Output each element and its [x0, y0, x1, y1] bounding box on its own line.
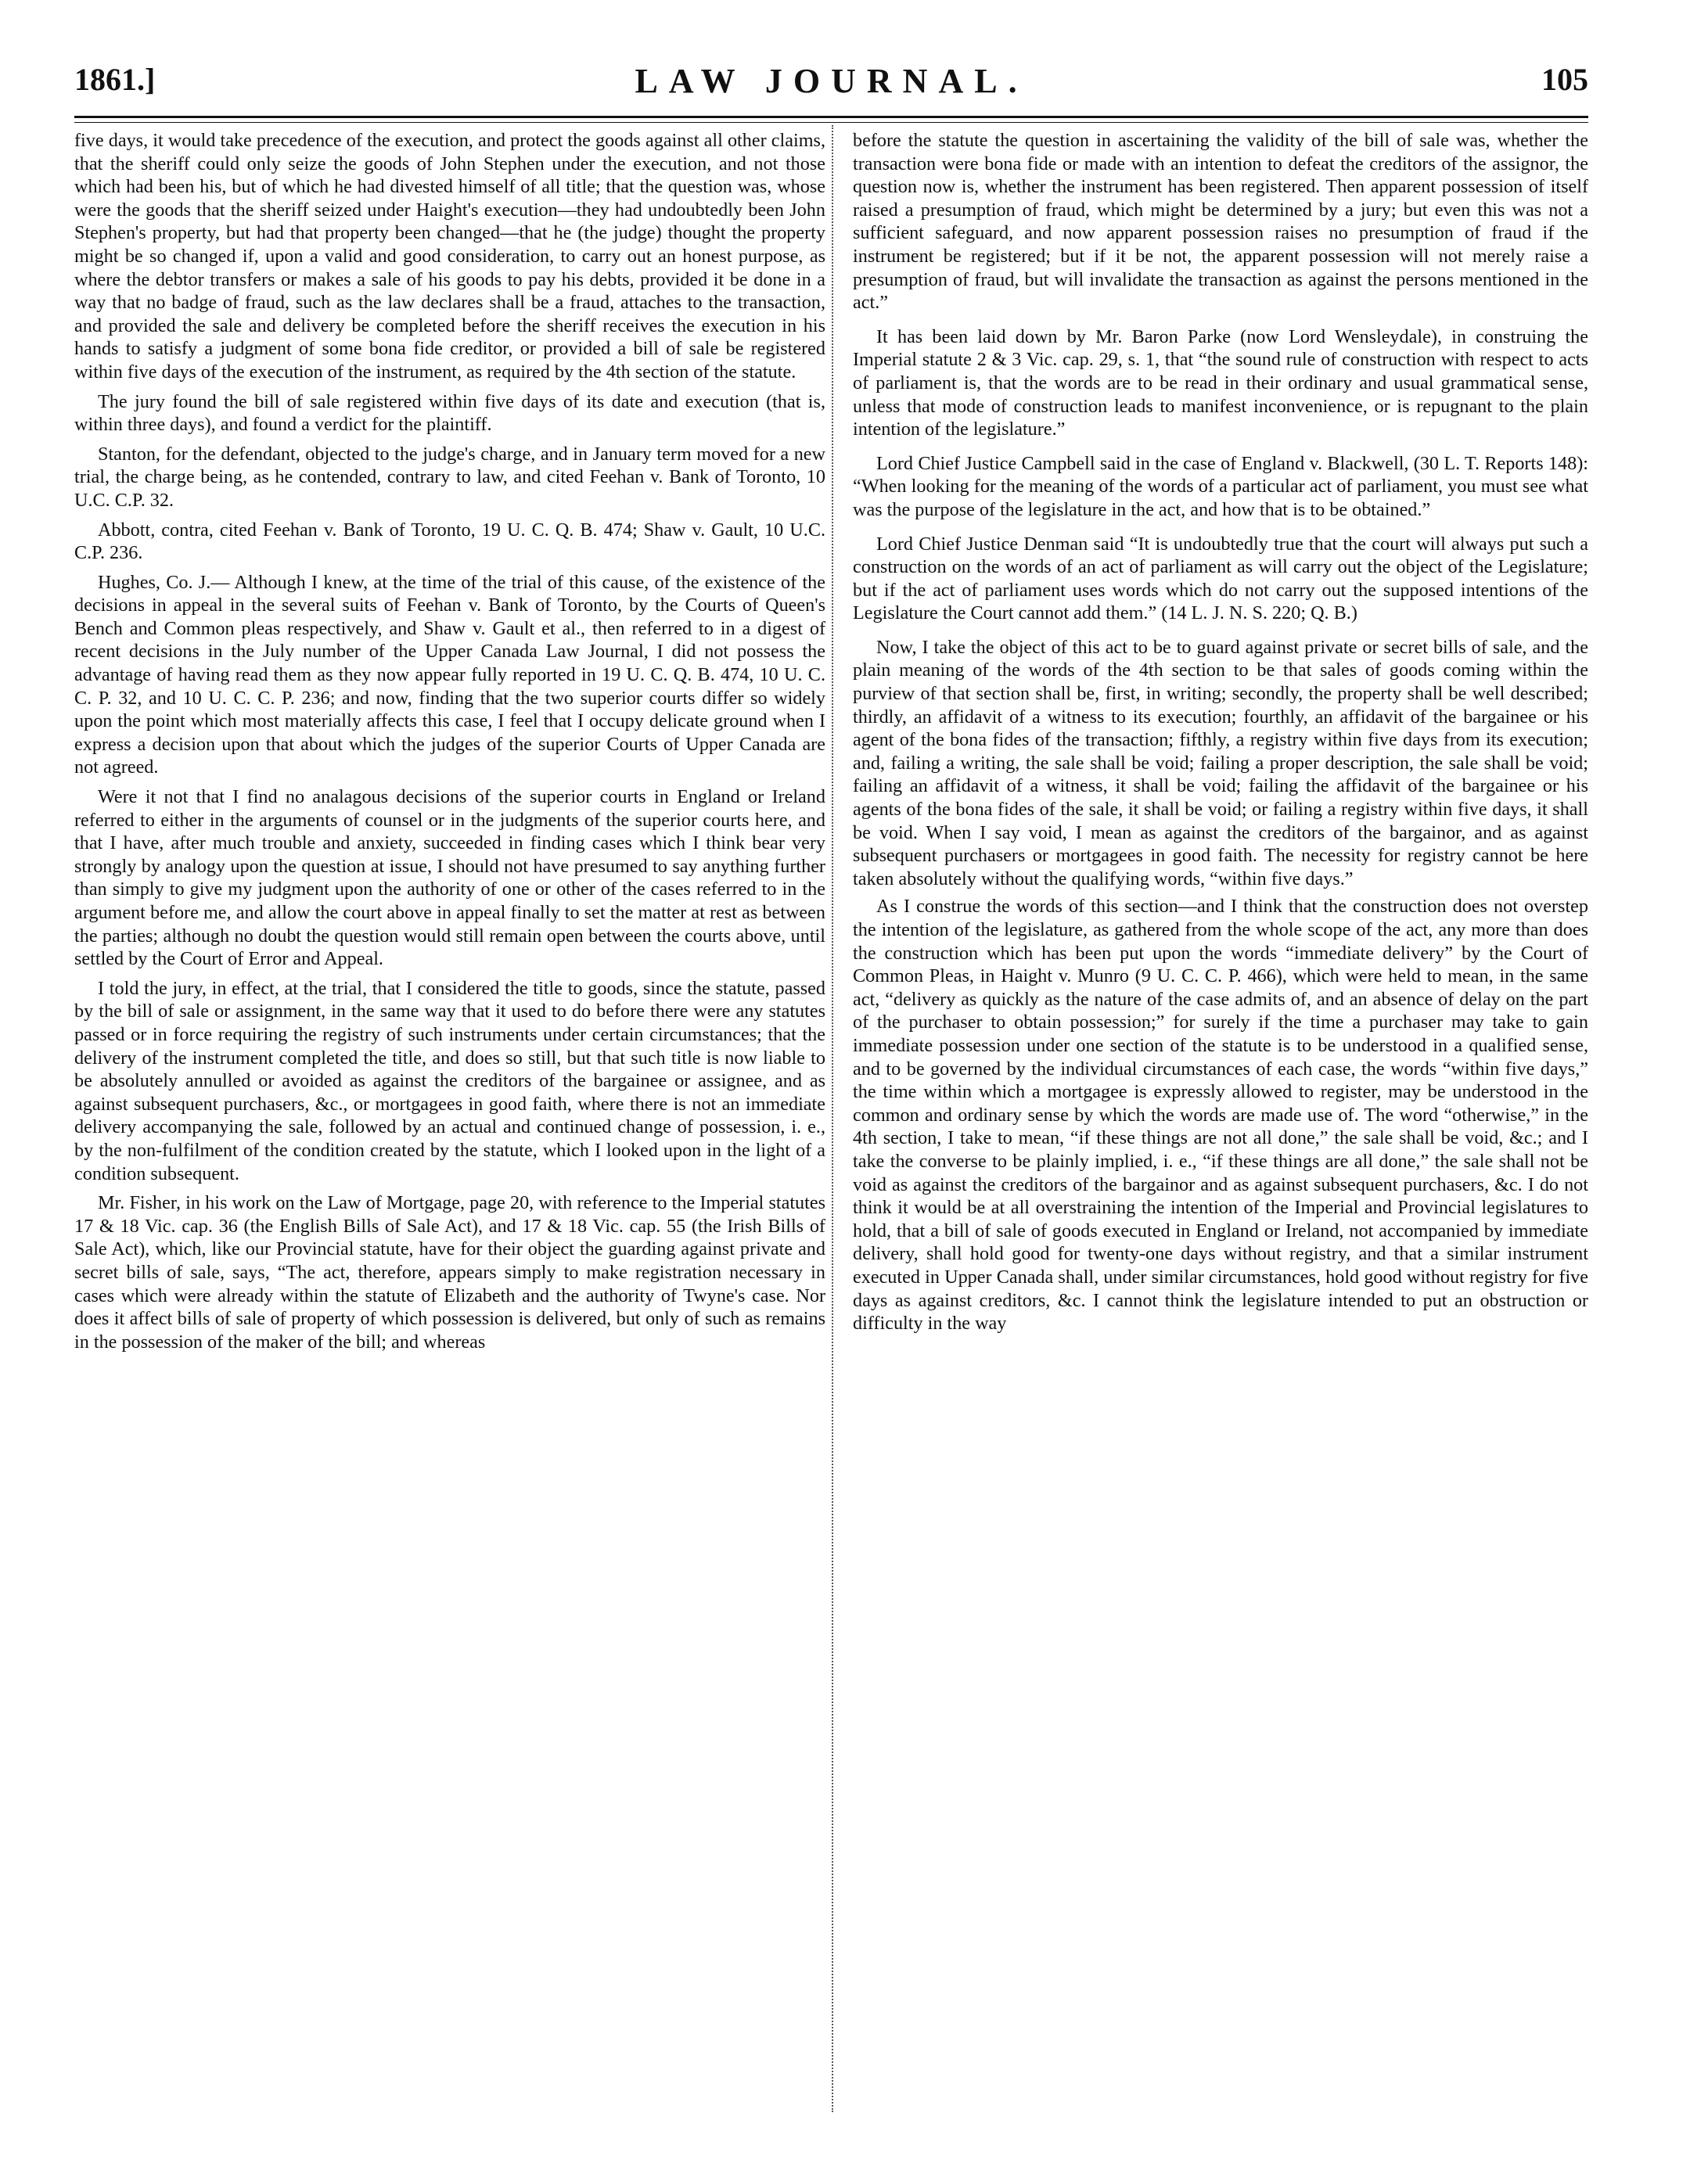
page-number: 105: [1541, 62, 1588, 97]
paragraph: Mr. Fisher, in his work on the Law of Mortgage, page 20, with reference to the Imperial statutes 17 & 18 Vic. cap. 36 (the English Bills of Sale Act), and 17 & 18 Vic. cap. 55 (the Irish Bills of Sale Act), which, like our Provincial statute, have for their object the guarding against private and secret bills of sale, says, “The act, therefore, appears simply to make registration necessary in cases which were already within the statute of Elizabeth and the authority of Twyne's case. Nor does it affect bills of sale of property of which possession is delivered, but only of such as remains in the possession of the maker of the bill; and whereas: [74, 1192, 825, 1353]
column-divider: [832, 125, 833, 2112]
header-title: LAW JOURNAL.: [635, 62, 1028, 100]
paragraph: Lord Chief Justice Campbell said in the case of England v. Blackwell, (30 L. T. Reports 148): “When looking for the meaning of the words of a particular act of parliament, you must see what was the purpose of the legislature in the act, and how that is to be obtained.”: [853, 452, 1588, 520]
paragraph: Lord Chief Justice Denman said “It is undoubtedly true that the court will always put such a construction on the words of an act of parliament as will carry out the object of the Legislature; but if the act of parliament uses words which do not carry out the supposed intentions of the Legislature the Court cannot add them.” (14 L. J. N. S. 220; Q. B.): [853, 533, 1588, 624]
paragraph: Were it not that I find no analagous decisions of the superior courts in England or Ireland referred to either in the arguments of counsel or in the judgments of the superior courts here, and that I have, after much trouble and anxiety, succeeded in finding cases which I think bear very strongly by analogy upon the question at issue, I should not have presumed to say anything further than simply to give my judgment upon the authority of one or other of the cases referred to in the argument before me, and allow the court above in appeal finally to set the matter at rest as between the parties; although no doubt the question would still remain open between the courts above, until settled by the Court of Error and Appeal.: [74, 786, 825, 970]
paragraph: It has been laid down by Mr. Baron Parke (now Lord Wensleydale), in construing the Imperial statute 2 & 3 Vic. cap. 29, s. 1, that “the sound rule of construction with respect to acts of parliament is, that the words are to be read in their ordinary and usual grammatical sense, unless that mode of construction leads to manifest inconvenience, or is repugnant to the plain intention of the legislature.”: [853, 325, 1588, 440]
paragraph: Stanton, for the defendant, objected to the judge's charge, and in January term moved for a new trial, the charge being, as he contended, contrary to law, and cited Feehan v. Bank of Toronto, 10 U.C. C.P. 32.: [74, 443, 825, 511]
paragraph: Hughes, Co. J.— Although I knew, at the time of the trial of this cause, of the existence of the decisions in appeal in the several suits of Feehan v. Bank of Toronto, by the Courts of Queen's Bench and Common pleas respectively, and Shaw v. Gault et al., then referred to in a digest of recent decisions in the July number of the Upper Canada Law Journal, I did not possess the advantage of having read them as they now appear fully reported in 19 U. C. Q. B. 474, 10 U. C. C. P. 32, and 10 U. C. C. P. 236; and now, finding that the two superior courts differ so widely upon the point which most materially affects this case, I feel that I occupy delicate ground when I express a decision upon that about which the judges of the superior Courts of Upper Canada are not agreed.: [74, 571, 825, 778]
paragraph: The jury found the bill of sale registered within five days of its date and execution (that is, within three days), and found a verdict for the plaintiff.: [74, 390, 825, 436]
left-column: [74, 129, 825, 1360]
paragraph: As I construe the words of this section—and I think that the construction does not overstep the intention of the legislature, as gathered from the whole scope of the act, any more than does the construction which has been put upon the words “immediate delivery” by the Court of Common Pleas, in Haight v. Munro (9 U. C. C. P. 466), which were held to mean, in the same act, “delivery as quickly as the nature of the case admits of, and an absence of delay on the part of the purchaser to obtain possession;” for surely if the time a purchaser may take to gain immediate possession under one section of the statute is to be understood in a qualified sense, and to be governed by the individual circumstances of each case, the words “within five days,” the time within which a mortgagee is expressly allowed to register, may be understood in the common and ordinary sense by which the words are made use of. The word “otherwise,” in the 4th section, I take to mean, “if these things are not all done,” the sale shall be void, &c.; and I take the converse to be plainly implied, i. e., “if these things are all done,” the sale shall not be void as against the creditors of the bargainor and as against subsequent purchasers, &c. I do not think it would be at all overstraining the intention of the Imperial and Provincial legislatures to hold, that a bill of sale of goods executed in England or Ireland, not accompanied by immediate delivery, shall hold good for twenty-one days without registry, and that a similar instrument executed in Upper Canada shall, under similar circumstances, hold good without registry for five days as against creditors, &c. I cannot think the legislature intended to put an obstruction or difficulty in the way: [853, 896, 1588, 1335]
paragraph: Now, I take the object of this act to be to guard against private or secret bills of sale, and the plain meaning of the words of the 4th section to be that sales of goods coming within the purview of that section shall be, first, in writing; secondly, the property shall be well described; thirdly, an affidavit of a witness to its execution; fourthly, an affidavit of the bargainee or his agent of the bona fides of the transaction; fifthly, a registry within five days from its execution; and, failing a writing, the sale shall be void; failing a proper description, the sale shall be void; failing an affidavit of a witness, it shall be void; failing the affidavit of the bargainee or his agents of the bona fides of the sale, it shall be void; or failing a registry within five days, it shall be void. When I say void, I mean as against the creditors of the bargainor, and as against subsequent purchasers or mortgagees in good faith. The necessity for registry cannot be here taken absolutely without the qualifying words, “within five days.”: [853, 636, 1588, 889]
paragraph: I told the jury, in effect, at the trial, that I considered the title to goods, since the statute, passed by the bill of sale or assignment, in the same way that it used to do before there were any statutes passed or in force requiring the registry of such instruments under certain circumstances; that the delivery of the instrument completed the title, and does so still, but that such title is now liable to be absolutely annulled or avoided as against the creditors of the bargainee or assignee, and as against subsequent purchasers, &c., or mortgagees in good faith, where there is not an immediate delivery accompanying the sale, followed by an actual and continued change of possession, i. e., by the non-fulfilment of the condition created by the statute, which I looked upon in the light of a condition subsequent.: [74, 977, 825, 1184]
page-header: [74, 61, 1588, 108]
paragraph: five days, it would take precedence of the execution, and protect the goods against all other claims, that the sheriff could only seize the goods of John Stephen under the execution, and not those which had been his, but of which he had divested himself of all title; that the question was, whose were the goods that the sheriff seized under Haight's execution—they had undoubtedly been John Stephen's property, but had that property been changed—that he (the judge) thought the property might be so changed if, upon a valid and good consideration, to carry out an honest purpose, as where the debtor transfers or makes a sale of his goods to pay his debts, provided it be done in a way that no badge of fraud, such as the law declares shall be a fraud, attaches to the transaction, and provided the sale and delivery be completed before the sheriff receives the execution in his hands to satisfy a judgment of some bona fide creditor, or provided a bill of sale be registered within five days of the execution of the instrument, as required by the 4th section of the statute.: [74, 130, 825, 383]
right-column: [853, 129, 1588, 1340]
header-rule: [74, 116, 1588, 118]
paragraph: Abbott, contra, cited Feehan v. Bank of Toronto, 19 U. C. Q. B. 474; Shaw v. Gault, 10 U.C. C.P. 236.: [74, 519, 825, 564]
header-year: 1861.]: [74, 62, 156, 97]
paragraph: before the statute the question in ascertaining the validity of the bill of sale was, whether the transaction were bona fide or made with an intention to defeat the creditors of the assignor, the question now is, whether the instrument has been registered. Then apparent possession of itself raised a presumption of fraud, which might be determined by a jury; but even this was not a sufficient safeguard, and now apparent possession raises no presumption of fraud if the instrument be registered; but if it be not, the apparent possession will not merely raise a presumption of fraud, but will invalidate the transaction as against the persons mentioned in the act.”: [853, 130, 1588, 314]
header-rule-thin: [74, 122, 1588, 123]
